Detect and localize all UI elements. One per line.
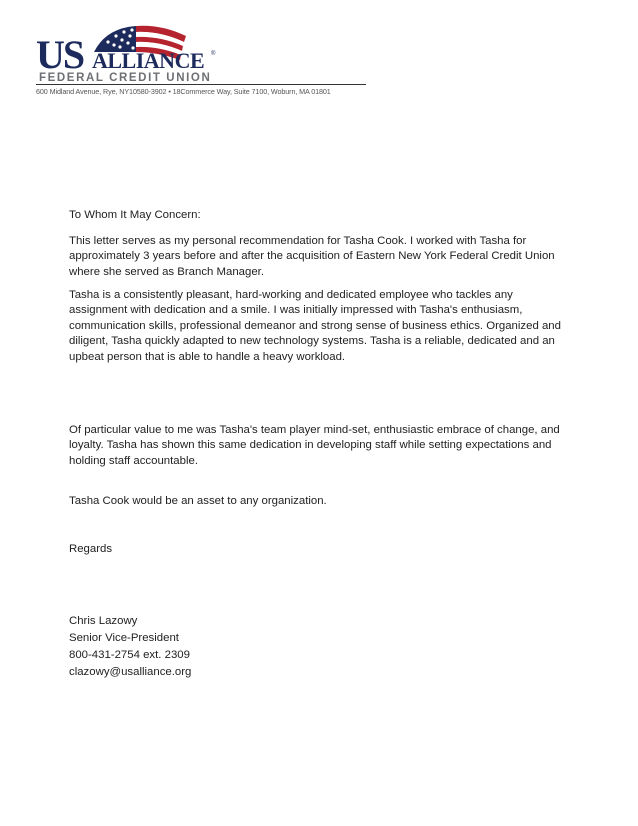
signer-title: Senior Vice-President xyxy=(69,632,179,644)
paragraph-3: Of particular value to me was Tasha's team player mind-set, enthusiastic embrace of change, and loyalty. Tasha has shown this same dedication in developing staff while setting expectations and holding staff accountable. xyxy=(69,424,560,467)
letterhead-address: 600 Midland Avenue, Rye, NY10580-3902 • 18Commerce Way, Suite 7100, Woburn, MA 01801 xyxy=(36,87,331,96)
salutation: To Whom It May Concern: xyxy=(69,209,201,221)
paragraph-2: Tasha is a consistently pleasant, hard-working and dedicated employee who tackles any assignment with dedication and a smile. I was initially impressed with Tasha's enthusiasm, communication skills, professional demeanor and strong sense of business ethics. Organized and diligent, Tasha quickly adapted to new technology systems. Tasha is a reliable, dedicated and an upbeat person that is able to handle a heavy workload. xyxy=(69,289,561,363)
signer-phone: 800-431-2754 ext. 2309 xyxy=(69,649,190,661)
usalliance-logo xyxy=(36,22,366,84)
closing: Regards xyxy=(69,543,113,555)
letterhead-rule xyxy=(36,84,366,85)
logo-alliance-text: ALLIANCE xyxy=(92,48,205,73)
paragraph-4: Tasha Cook would be an asset to any organization. xyxy=(69,495,327,507)
signature-block xyxy=(69,613,191,681)
signer-email: clazowy@usalliance.org xyxy=(69,666,192,678)
logo-us-text: US xyxy=(36,32,84,77)
signer-name: Chris Lazowy xyxy=(69,615,138,627)
paragraph-1: This letter serves as my personal recommendation for Tasha Cook. I worked with Tasha for approximately 3 years before and after the acquisition of Eastern New York Federal Credit Union where she served as Branch Manager. xyxy=(69,235,555,278)
letterhead xyxy=(36,22,366,102)
logo-subtitle-text: FEDERAL CREDIT UNION xyxy=(39,72,212,84)
logo-registered-mark: ® xyxy=(211,51,216,57)
